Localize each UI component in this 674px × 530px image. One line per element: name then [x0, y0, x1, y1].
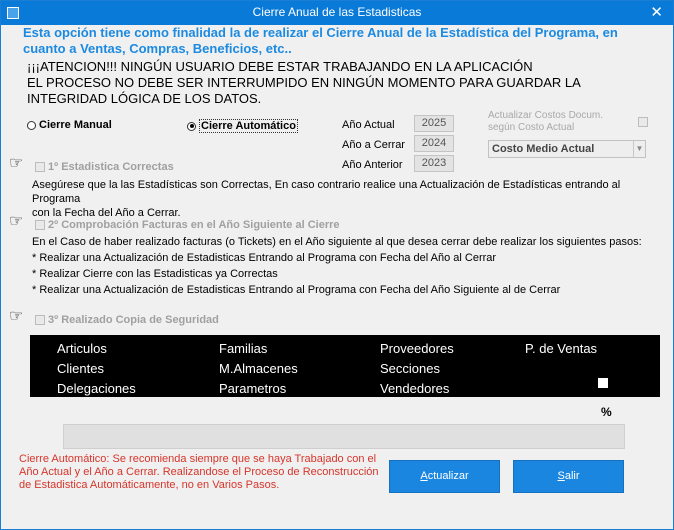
step2-bullet-1: * Realizar una Actualización de Estadisticas Entrando al Programa con Fecha del Año al Cerrar: [32, 252, 497, 264]
step1-text-line2: con la Fecha del Año a Cerrar.: [32, 207, 181, 219]
cost-method-value: Costo Medio Actual: [492, 143, 595, 155]
step1-title-label: 1º Estadistica Correctas: [48, 161, 174, 173]
pointing-hand-icon: ☞: [9, 155, 24, 172]
close-icon[interactable]: ✕: [650, 4, 663, 21]
progress-percent-label: %: [601, 405, 612, 419]
status-vendedores: Vendedores: [380, 381, 450, 396]
step3-title: [35, 314, 219, 326]
status-parametros: Parametros: [219, 381, 287, 396]
status-familias: Familias: [219, 341, 268, 356]
auto-close-note: Cierre Automático: Se recomienda siempre que se haya Trabajado con el Año Actual y el Año a Cerrar. Realizandose el Proceso de Reconstrucción de Estadistica Automáticamente, no en Varios Pasos.: [19, 453, 379, 491]
progress-bar: [63, 424, 625, 449]
salir-button[interactable]: [513, 460, 624, 493]
step3-checkbox[interactable]: [35, 315, 45, 325]
year-actual-field[interactable]: 2025: [414, 115, 454, 132]
chevron-down-icon[interactable]: ▼: [633, 141, 645, 157]
radio-auto-label: Cierre Automático: [201, 120, 296, 132]
step1-title: [35, 161, 174, 173]
warning-text: [27, 59, 597, 107]
step2-title: [35, 219, 340, 231]
process-status-panel: [30, 335, 660, 397]
title-bar: [1, 1, 673, 25]
step1-description: [32, 178, 662, 220]
intro-heading-line2: cuanto a Ventas, Compras, Beneficios, etc..: [23, 41, 292, 56]
intro-heading-line1: Esta opción tiene como finalidad la de realizar el Cierre Anual de la Estadística del Programa, en: [23, 25, 618, 40]
status-secciones: Secciones: [380, 361, 440, 376]
update-costs-checkbox[interactable]: [638, 117, 648, 127]
window-title: Cierre Anual de las Estadisticas: [252, 5, 422, 19]
year-actual-label: Año Actual: [342, 119, 395, 131]
actualizar-button[interactable]: [389, 460, 500, 493]
status-articulos: Articulos: [57, 341, 107, 356]
step2-bullet-3: * Realizar una Actualización de Estadisticas Entrando al Programa con Fecha del Año Siguiente al de Cerrar: [32, 284, 561, 296]
status-proveedores: Proveedores: [380, 341, 454, 356]
step3-title-label: 3º Realizado Copia de Seguridad: [48, 314, 219, 326]
warning-line2: EL PROCESO NO DEBE SER INTERRUMPIDO EN NINGÚN MOMENTO PARA GUARDAR LA: [27, 75, 581, 90]
year-anterior-field[interactable]: 2023: [414, 155, 454, 172]
year-cerrar-label: Año a Cerrar: [342, 139, 405, 151]
status-almacenes: M.Almacenes: [219, 361, 298, 376]
radio-auto-dot[interactable]: [187, 122, 196, 131]
update-costs-label-line1: Actualizar Costos Docum.: [488, 110, 604, 121]
status-indicator: [598, 378, 608, 388]
status-delegaciones: Delegaciones: [57, 381, 136, 396]
radio-manual-dot[interactable]: [27, 121, 36, 130]
pointing-hand-icon: ☞: [9, 308, 24, 325]
warning-line1: ¡¡¡ATENCION!!! NINGÚN USUARIO DEBE ESTAR TRABAJANDO EN LA APLICACIÓN: [27, 59, 533, 74]
update-costs-label-line2: según Costo Actual: [488, 122, 575, 133]
step2-checkbox[interactable]: [35, 220, 45, 230]
pointing-hand-icon: ☞: [9, 213, 24, 230]
step1-checkbox[interactable]: [35, 162, 45, 172]
status-clientes: Clientes: [57, 361, 104, 376]
salir-button-label: Salir: [557, 470, 580, 482]
step2-bullet-2: * Realizar Cierre con las Estadisticas ya Correctas: [32, 268, 278, 280]
radio-manual-label: Cierre Manual: [39, 119, 112, 131]
status-p-ventas: P. de Ventas: [525, 341, 598, 356]
radio-cierre-manual[interactable]: [27, 119, 112, 131]
actualizar-button-label: Actualizar: [420, 470, 469, 482]
step2-intro: En el Caso de haber realizado facturas (o Tickets) en el Año siguiente al que desea cerrar debe realizar los siguientes pasos:: [32, 236, 642, 248]
radio-cierre-automatico[interactable]: [187, 119, 298, 133]
step1-text-line1: Asegúrese que la las Estadísticas son Correctas, En caso contrario realice una Actualización de Estadísticas entrando al Programa: [32, 179, 621, 205]
year-anterior-label: Año Anterior: [342, 159, 403, 171]
intro-heading: [23, 25, 653, 57]
year-cerrar-field[interactable]: 2024: [414, 135, 454, 152]
warning-line3: INTEGRIDAD LÓGICA DE LOS DATOS.: [27, 91, 262, 106]
cost-method-select[interactable]: [488, 140, 646, 158]
update-costs-label: [488, 110, 603, 134]
step2-title-label: 2º Comprobación Facturas en el Año Siguiente al Cierre: [48, 219, 340, 231]
